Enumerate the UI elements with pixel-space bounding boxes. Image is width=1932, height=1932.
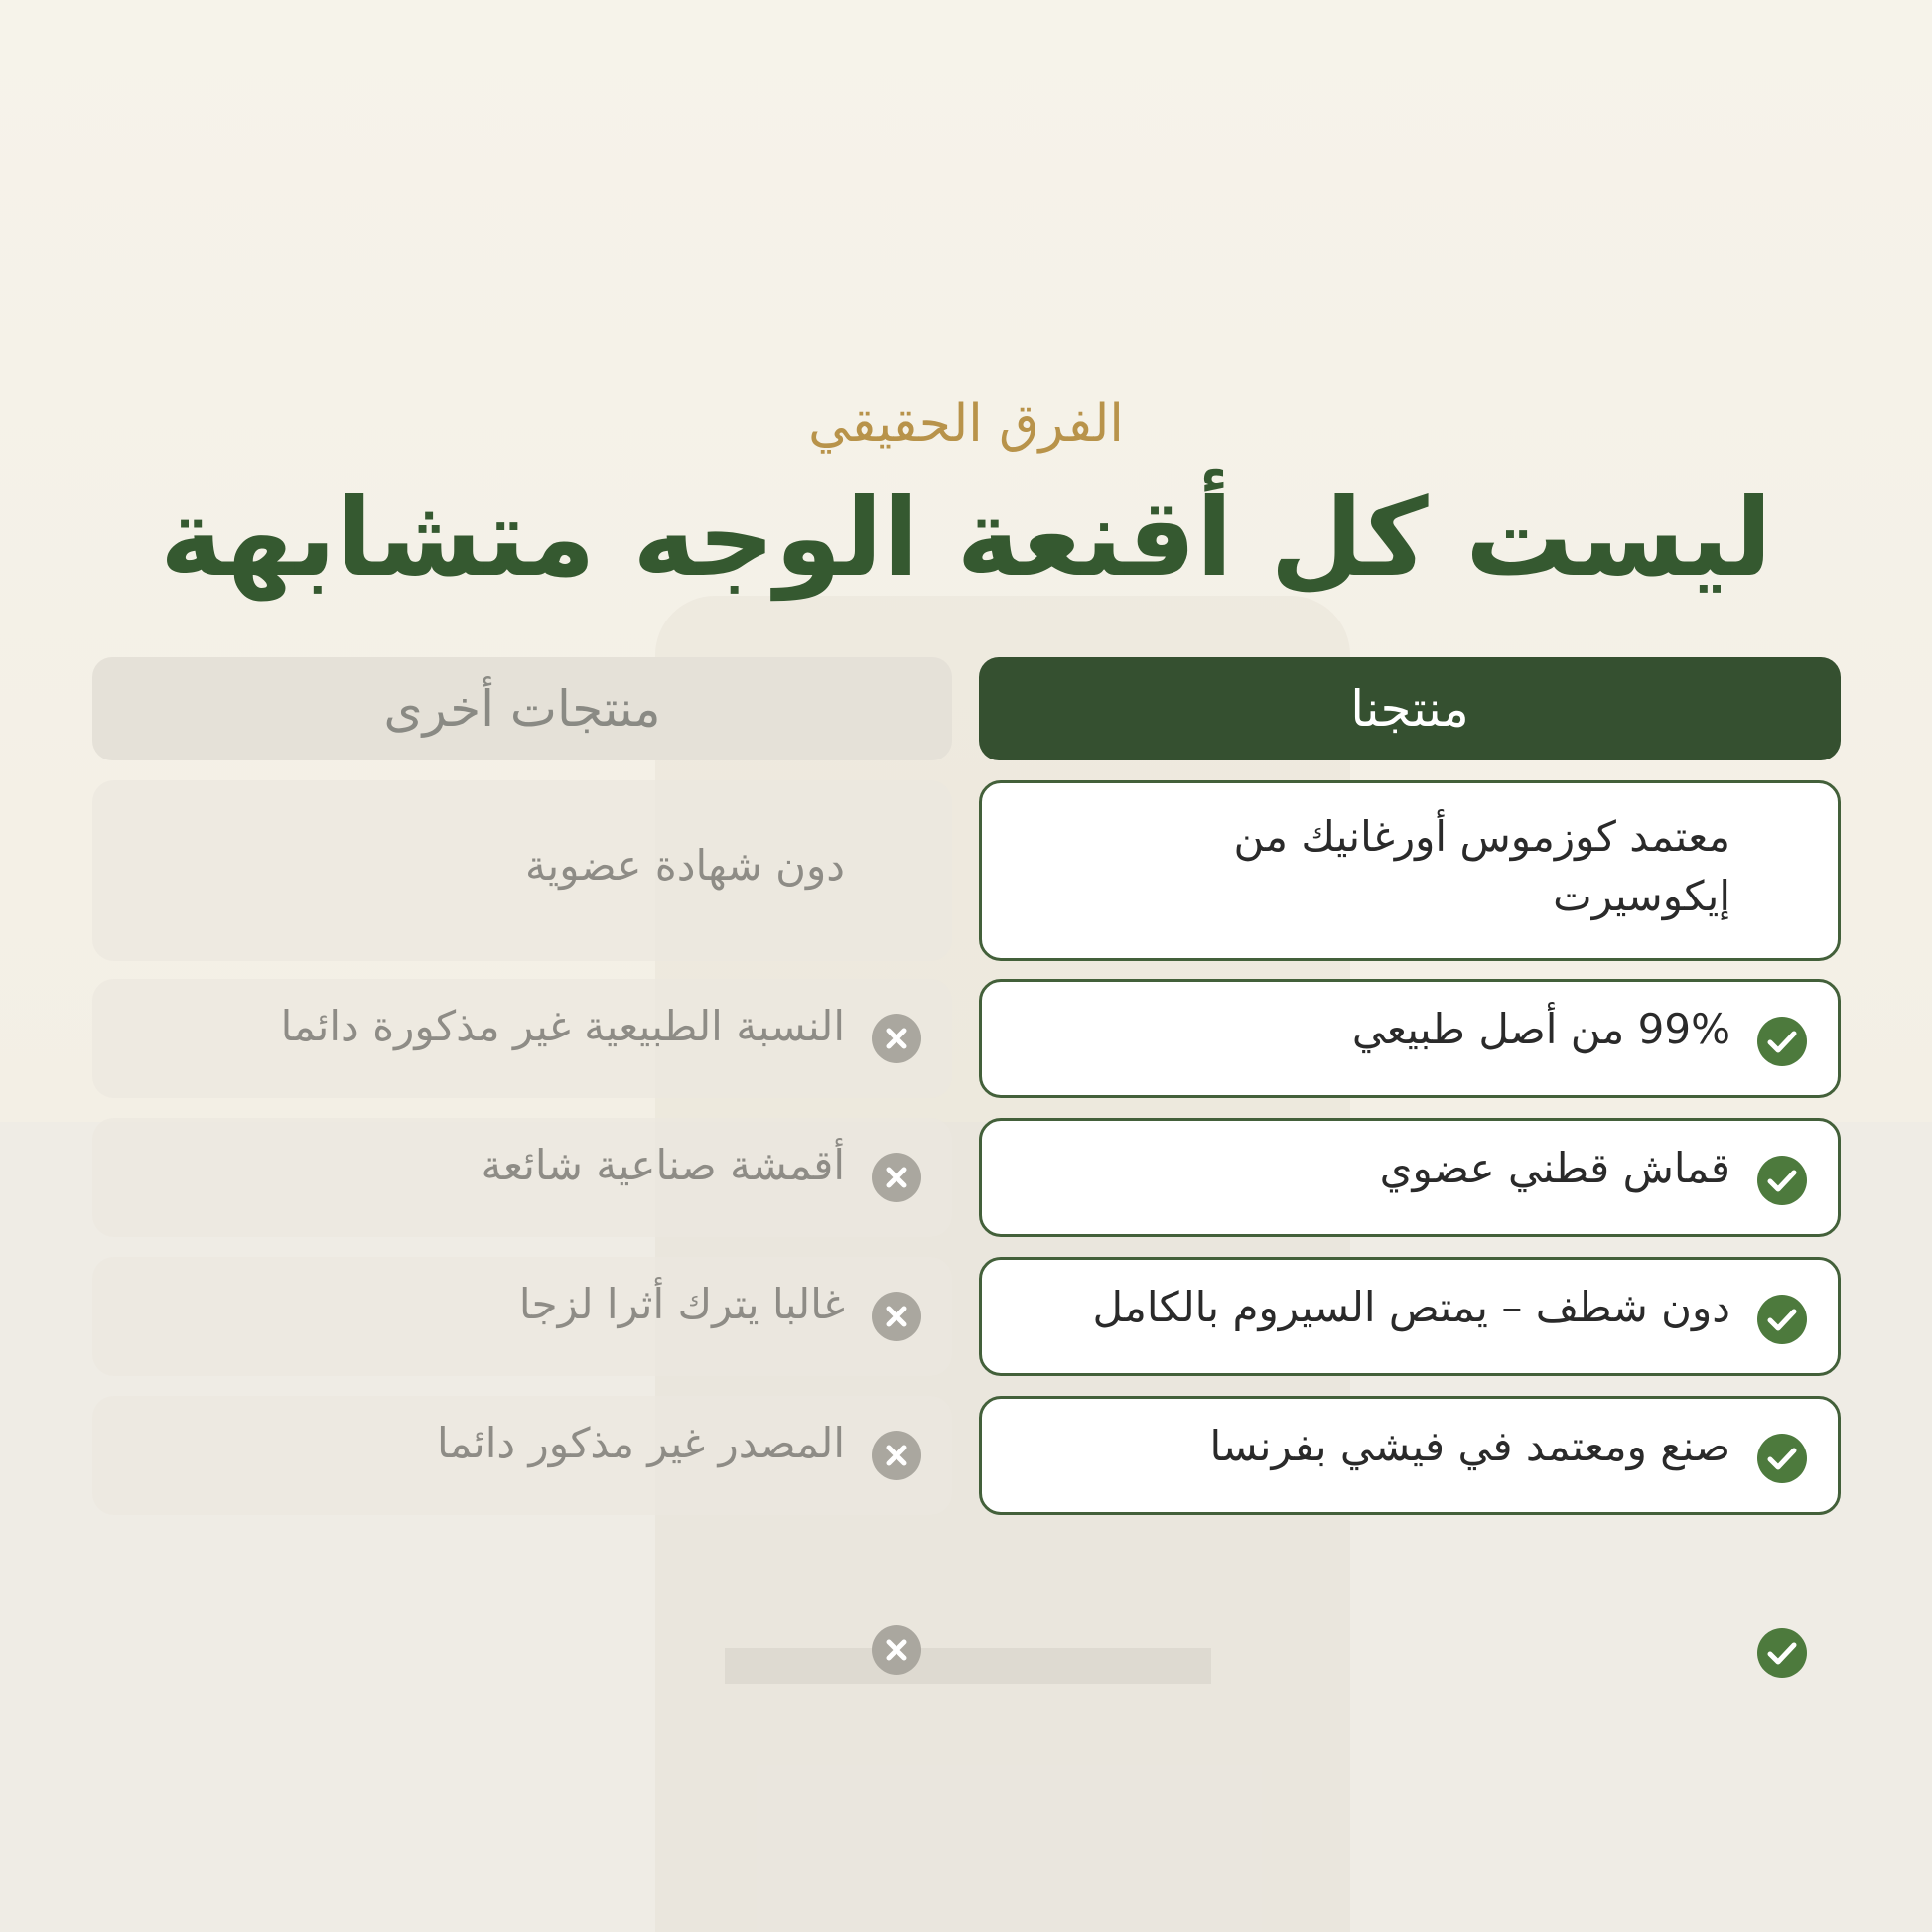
x-circle-icon (871, 1624, 922, 1676)
others-row-text: أقمشة صناعية شائعة (481, 1141, 845, 1189)
column-header-ours (979, 657, 1841, 760)
ours-row-text: دون شطف – يمتص السيروم بالكامل (1092, 1283, 1730, 1331)
ours-row-text: قماش قطني عضوي (1379, 1144, 1730, 1192)
ours-row-text: 99% من أصل طبيعي (1351, 1005, 1730, 1053)
others-row-5 (92, 1396, 952, 1515)
ours-row-3 (979, 1118, 1841, 1237)
x-circle-icon (871, 1291, 922, 1342)
others-row-4 (92, 1257, 952, 1376)
others-row-text: النسبة الطبيعية غير مذكورة دائما (280, 1002, 845, 1050)
x-circle-icon (871, 1430, 922, 1481)
others-row-text: المصدر غير مذكور دائما (436, 1419, 845, 1467)
x-circle-icon (871, 1152, 922, 1203)
x-circle-icon (871, 1013, 922, 1064)
ours-row-1 (979, 780, 1841, 961)
background-product-label (725, 1648, 1211, 1684)
check-circle-icon (1756, 1294, 1808, 1345)
eyebrow-title: الفرق الحقيقي (808, 394, 1124, 454)
others-row-1 (92, 780, 952, 961)
column-header-others-label: منتجات أخرى (383, 680, 661, 738)
column-header-ours-label: منتجنا (1350, 680, 1469, 738)
main-headline: ليست كل أقنعة الوجه متشابهة (159, 477, 1773, 601)
others-row-2 (92, 979, 952, 1098)
ours-row-4 (979, 1257, 1841, 1376)
ours-row-5 (979, 1396, 1841, 1515)
others-row-3 (92, 1118, 952, 1237)
ours-row-text: معتمد كوزموس أورغانيك من إيكوسيرت (1233, 812, 1730, 920)
ours-row-text: صنع ومعتمد في فيشي بفرنسا (1209, 1422, 1730, 1470)
others-row-text: دون شهادة عضوية (525, 841, 845, 890)
column-header-others (92, 657, 952, 760)
ours-row-2 (979, 979, 1841, 1098)
check-circle-icon (1756, 1433, 1808, 1484)
check-circle-icon (1756, 1627, 1808, 1679)
others-row-text: غالبا يترك أثرا لزجا (518, 1280, 845, 1328)
check-circle-icon (1756, 1155, 1808, 1206)
check-circle-icon (1756, 1016, 1808, 1067)
